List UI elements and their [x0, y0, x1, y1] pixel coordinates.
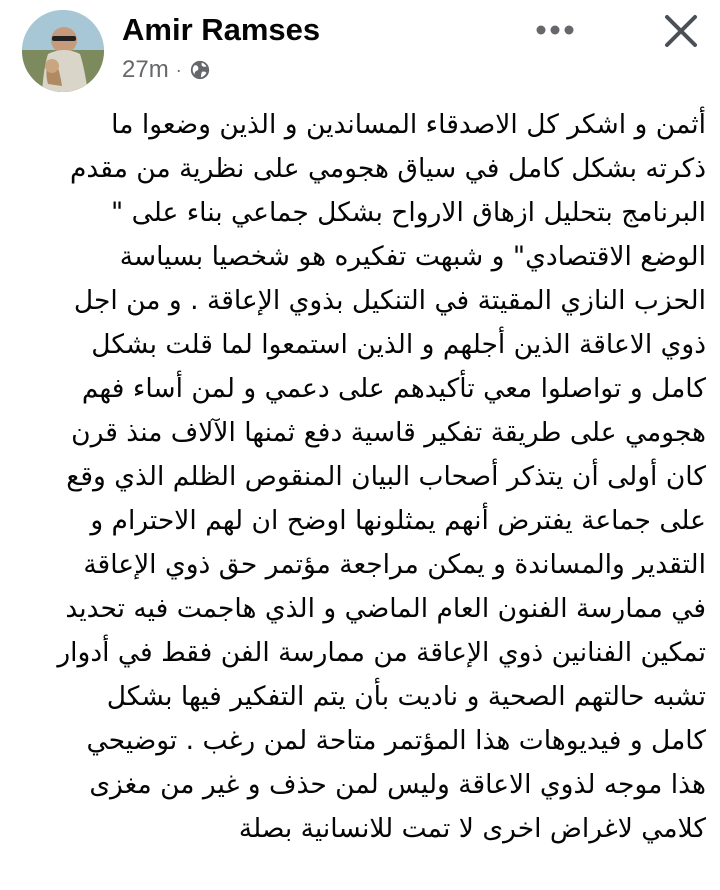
post-line: كامل و فيديوهات هذا المؤتمر متاحة لمن رغب . توضيحي [86, 725, 706, 756]
post-line: كلامي لاغراض اخرى لا تمت للانسانية بصلة [238, 813, 706, 844]
post-line: أثمن و اشكر كل الاصدقاء المساندين و الذين وضعوا ما [111, 109, 706, 140]
post-line: البرنامج بتحليل ازهاق الارواح بشكل جماعي بناء على " [111, 197, 706, 228]
post-line: كامل و تواصلوا معي تأكيدهم على دعمي و لمن أساء فهم [81, 373, 706, 404]
post-line: التقدير والمساندة و يمكن مراجعة مؤتمر حق ذوي الإعاقة [83, 549, 706, 580]
post-line: ذوي الاعاقة الذين أجلهم و الذين استمعوا لما قلت بشكل [91, 329, 706, 360]
author-avatar[interactable] [22, 10, 104, 92]
post-line: ذكرته بشكل كامل في سياق هجومي على نظرية من مقدم [69, 153, 706, 184]
post-line: في ممارسة الفنون العام الماضي و الذي هاجمت فيه تحديد [65, 593, 706, 624]
meta-separator: · [175, 59, 182, 80]
post-timestamp[interactable]: 27m [122, 56, 169, 83]
close-icon [663, 13, 699, 49]
post-line: هذا موجه لذوي الاعاقة وليس لمن حذف و غير من مغزى [89, 769, 706, 800]
post-options-button[interactable] [530, 10, 580, 50]
globe-icon[interactable] [189, 59, 211, 81]
post-line: الحزب النازي المقيتة في التنكيل بذوي الإعاقة . و من اجل [73, 285, 706, 316]
ellipsis-icon [535, 24, 575, 36]
post-line: على جماعة يفترض أنهم يمثلونها اوضح ان لهم الاحترام و [90, 505, 706, 536]
post-text [0, 103, 720, 890]
close-button[interactable] [656, 6, 706, 56]
post-line: كان أولى أن يتذكر أصحاب البيان المنقوص الظلم الذي وقع [66, 461, 706, 492]
post-line: هجومي على طريقة تفكير قاسية دفع ثمنها الآلاف منذ قرن [71, 417, 706, 448]
post-header [0, 0, 720, 100]
post-line: تمكين الفنانين ذوي الإعاقة من ممارسة الفن فقط في أدوار [57, 637, 706, 668]
post-line: تشبه حالتهم الصحية و ناديت بأن يتم التفكير فيها بشكل [106, 681, 706, 712]
post-meta [122, 55, 211, 85]
post-line: الوضع الاقتصادي" و شبهت تفكيره هو شخصيا بسياسة [119, 241, 706, 272]
avatar-photo [22, 10, 104, 92]
author-name[interactable]: Amir Ramses [122, 12, 321, 47]
